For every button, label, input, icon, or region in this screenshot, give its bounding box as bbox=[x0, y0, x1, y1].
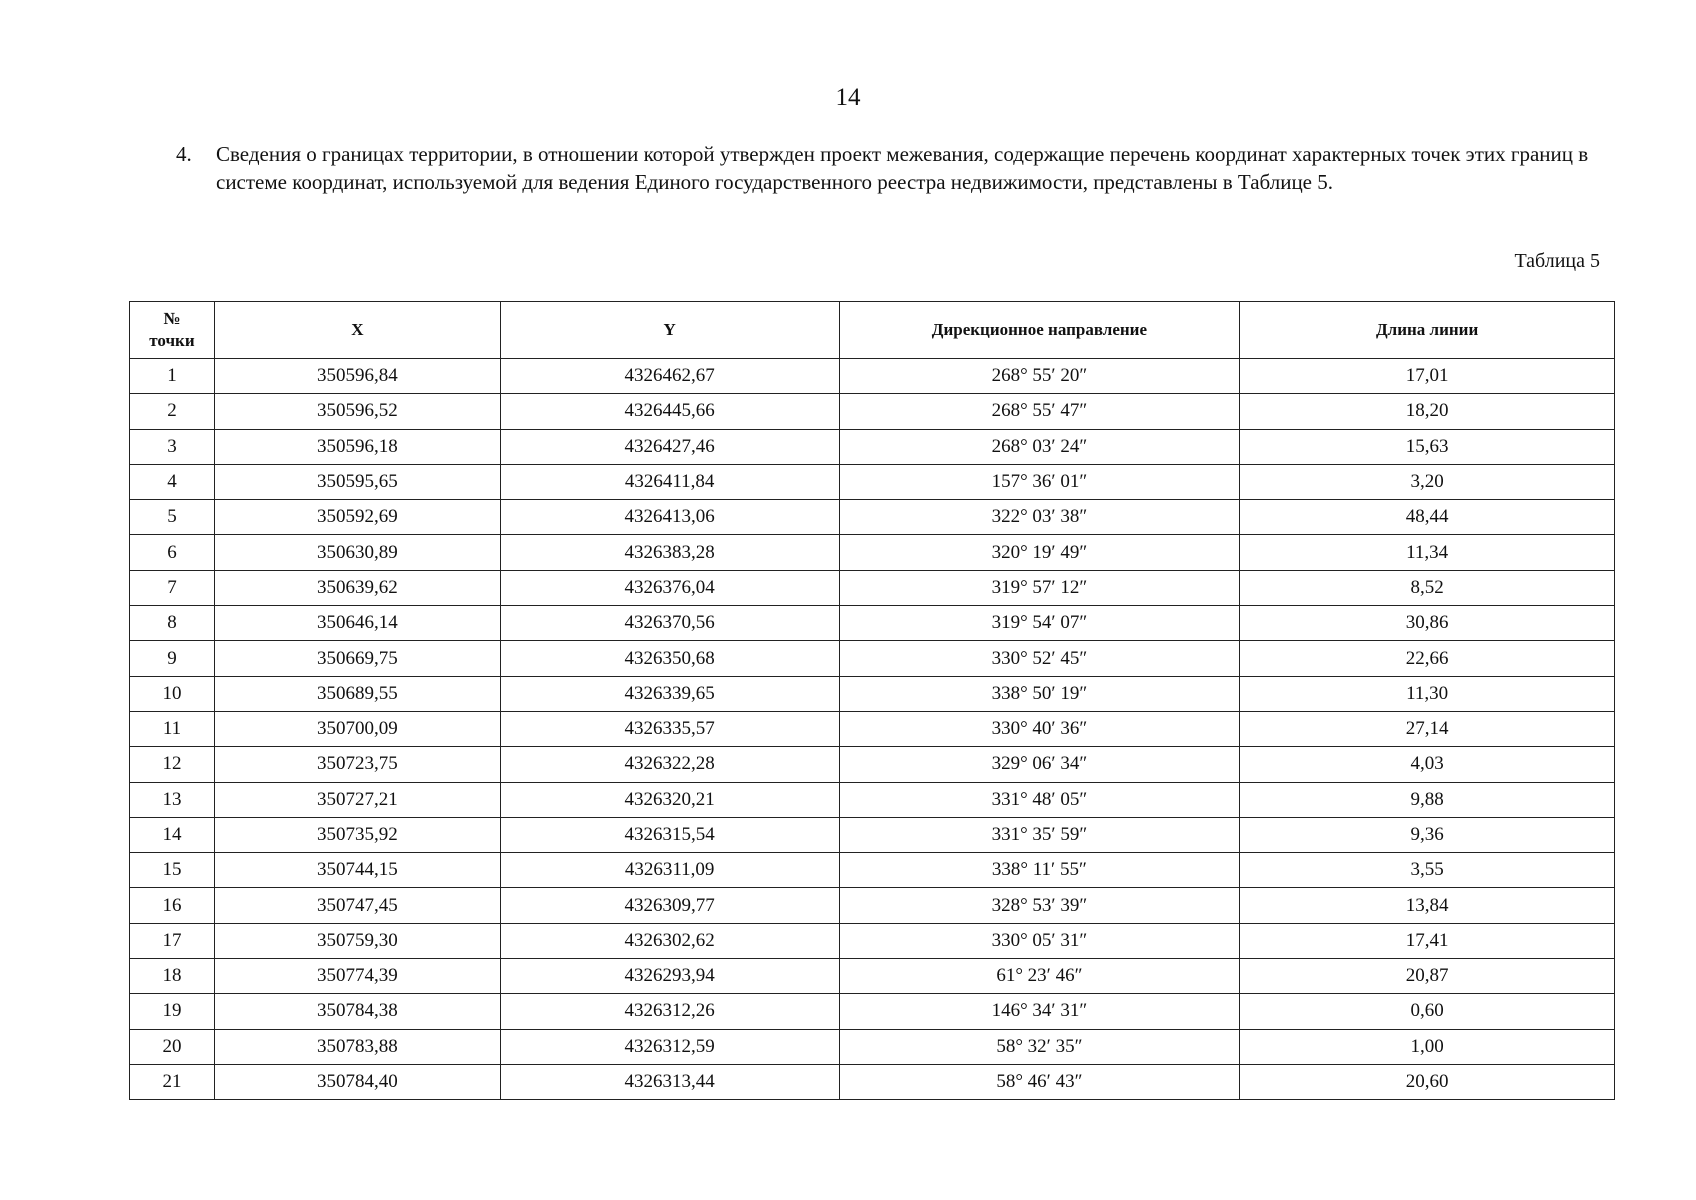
cell-y: 4326312,26 bbox=[500, 994, 839, 1029]
cell-point-number: 17 bbox=[130, 923, 215, 958]
cell-x: 350783,88 bbox=[214, 1029, 500, 1064]
header-point-number bbox=[130, 302, 215, 359]
cell-direction: 330° 05′ 31″ bbox=[839, 923, 1240, 958]
cell-x: 350689,55 bbox=[214, 676, 500, 711]
intro-text: Сведения о границах территории, в отношении которой утвержден проект межевания, содержащие перечень координат характерных точек этих границ в системе координат, используемой для ведения Единого государственного реестра недвижимости, представлены в Таблице 5. bbox=[216, 142, 1589, 194]
cell-direction: 157° 36′ 01″ bbox=[839, 464, 1240, 499]
cell-direction: 330° 52′ 45″ bbox=[839, 641, 1240, 676]
cell-length: 20,60 bbox=[1240, 1064, 1615, 1099]
cell-length: 8,52 bbox=[1240, 570, 1615, 605]
table-row bbox=[130, 535, 1615, 570]
table-row bbox=[130, 429, 1615, 464]
header-point-number-line2: точки bbox=[149, 331, 195, 350]
cell-y: 4326312,59 bbox=[500, 1029, 839, 1064]
cell-direction: 331° 35′ 59″ bbox=[839, 817, 1240, 852]
cell-y: 4326413,06 bbox=[500, 500, 839, 535]
cell-point-number: 18 bbox=[130, 959, 215, 994]
table-body bbox=[130, 359, 1615, 1100]
cell-x: 350669,75 bbox=[214, 641, 500, 676]
cell-y: 4326383,28 bbox=[500, 535, 839, 570]
cell-y: 4326411,84 bbox=[500, 464, 839, 499]
table-header-row bbox=[130, 302, 1615, 359]
cell-length: 15,63 bbox=[1240, 429, 1615, 464]
cell-point-number: 9 bbox=[130, 641, 215, 676]
cell-x: 350646,14 bbox=[214, 606, 500, 641]
cell-direction: 319° 57′ 12″ bbox=[839, 570, 1240, 605]
cell-length: 48,44 bbox=[1240, 500, 1615, 535]
cell-length: 30,86 bbox=[1240, 606, 1615, 641]
cell-point-number: 15 bbox=[130, 853, 215, 888]
cell-direction: 58° 46′ 43″ bbox=[839, 1064, 1240, 1099]
header-length: Длина линии bbox=[1240, 302, 1615, 359]
table-row bbox=[130, 959, 1615, 994]
cell-length: 18,20 bbox=[1240, 394, 1615, 429]
table-row bbox=[130, 500, 1615, 535]
cell-length: 0,60 bbox=[1240, 994, 1615, 1029]
table-row bbox=[130, 359, 1615, 394]
cell-point-number: 11 bbox=[130, 711, 215, 746]
cell-y: 4326350,68 bbox=[500, 641, 839, 676]
cell-x: 350759,30 bbox=[214, 923, 500, 958]
header-y: Y bbox=[500, 302, 839, 359]
cell-y: 4326302,62 bbox=[500, 923, 839, 958]
intro-paragraph bbox=[176, 140, 1616, 196]
cell-direction: 322° 03′ 38″ bbox=[839, 500, 1240, 535]
cell-x: 350630,89 bbox=[214, 535, 500, 570]
cell-point-number: 16 bbox=[130, 888, 215, 923]
cell-x: 350700,09 bbox=[214, 711, 500, 746]
cell-point-number: 10 bbox=[130, 676, 215, 711]
cell-point-number: 13 bbox=[130, 782, 215, 817]
cell-x: 350784,40 bbox=[214, 1064, 500, 1099]
table-row bbox=[130, 641, 1615, 676]
cell-x: 350596,52 bbox=[214, 394, 500, 429]
cell-x: 350723,75 bbox=[214, 747, 500, 782]
cell-x: 350727,21 bbox=[214, 782, 500, 817]
cell-point-number: 21 bbox=[130, 1064, 215, 1099]
cell-direction: 268° 03′ 24″ bbox=[839, 429, 1240, 464]
header-point-number-line1: № bbox=[163, 309, 181, 328]
table-row bbox=[130, 606, 1615, 641]
table-row bbox=[130, 1029, 1615, 1064]
cell-point-number: 5 bbox=[130, 500, 215, 535]
cell-x: 350596,18 bbox=[214, 429, 500, 464]
cell-x: 350592,69 bbox=[214, 500, 500, 535]
intro-item-number: 4. bbox=[176, 142, 192, 166]
cell-x: 350735,92 bbox=[214, 817, 500, 852]
cell-y: 4326293,94 bbox=[500, 959, 839, 994]
cell-direction: 330° 40′ 36″ bbox=[839, 711, 1240, 746]
cell-point-number: 3 bbox=[130, 429, 215, 464]
cell-x: 350595,65 bbox=[214, 464, 500, 499]
table-caption: Таблица 5 bbox=[1514, 250, 1600, 272]
cell-direction: 331° 48′ 05″ bbox=[839, 782, 1240, 817]
page-number: 14 bbox=[835, 84, 861, 111]
cell-point-number: 14 bbox=[130, 817, 215, 852]
cell-y: 4326370,56 bbox=[500, 606, 839, 641]
header-direction: Дирекционное направление bbox=[839, 302, 1240, 359]
cell-length: 22,66 bbox=[1240, 641, 1615, 676]
cell-length: 17,41 bbox=[1240, 923, 1615, 958]
cell-direction: 320° 19′ 49″ bbox=[839, 535, 1240, 570]
cell-point-number: 8 bbox=[130, 606, 215, 641]
cell-length: 9,36 bbox=[1240, 817, 1615, 852]
cell-point-number: 19 bbox=[130, 994, 215, 1029]
cell-point-number: 4 bbox=[130, 464, 215, 499]
cell-direction: 61° 23′ 46″ bbox=[839, 959, 1240, 994]
cell-length: 17,01 bbox=[1240, 359, 1615, 394]
cell-direction: 329° 06′ 34″ bbox=[839, 747, 1240, 782]
cell-y: 4326462,67 bbox=[500, 359, 839, 394]
cell-x: 350774,39 bbox=[214, 959, 500, 994]
table-row bbox=[130, 994, 1615, 1029]
coordinates-table bbox=[129, 301, 1615, 1100]
table-row bbox=[130, 676, 1615, 711]
cell-length: 11,30 bbox=[1240, 676, 1615, 711]
cell-y: 4326313,44 bbox=[500, 1064, 839, 1099]
table-row bbox=[130, 923, 1615, 958]
cell-length: 3,20 bbox=[1240, 464, 1615, 499]
cell-x: 350596,84 bbox=[214, 359, 500, 394]
cell-direction: 268° 55′ 20″ bbox=[839, 359, 1240, 394]
table-row bbox=[130, 817, 1615, 852]
cell-x: 350744,15 bbox=[214, 853, 500, 888]
table-row bbox=[130, 747, 1615, 782]
table-row bbox=[130, 711, 1615, 746]
cell-y: 4326311,09 bbox=[500, 853, 839, 888]
cell-point-number: 7 bbox=[130, 570, 215, 605]
cell-length: 3,55 bbox=[1240, 853, 1615, 888]
cell-y: 4326322,28 bbox=[500, 747, 839, 782]
header-x: X bbox=[214, 302, 500, 359]
cell-direction: 328° 53′ 39″ bbox=[839, 888, 1240, 923]
cell-direction: 338° 50′ 19″ bbox=[839, 676, 1240, 711]
cell-x: 350747,45 bbox=[214, 888, 500, 923]
cell-direction: 338° 11′ 55″ bbox=[839, 853, 1240, 888]
cell-point-number: 20 bbox=[130, 1029, 215, 1064]
cell-y: 4326427,46 bbox=[500, 429, 839, 464]
cell-y: 4326320,21 bbox=[500, 782, 839, 817]
cell-direction: 58° 32′ 35″ bbox=[839, 1029, 1240, 1064]
cell-length: 9,88 bbox=[1240, 782, 1615, 817]
cell-length: 1,00 bbox=[1240, 1029, 1615, 1064]
table-row bbox=[130, 394, 1615, 429]
cell-direction: 146° 34′ 31″ bbox=[839, 994, 1240, 1029]
table-row bbox=[130, 570, 1615, 605]
cell-y: 4326309,77 bbox=[500, 888, 839, 923]
cell-length: 4,03 bbox=[1240, 747, 1615, 782]
cell-length: 13,84 bbox=[1240, 888, 1615, 923]
table-row bbox=[130, 888, 1615, 923]
cell-y: 4326445,66 bbox=[500, 394, 839, 429]
table-row bbox=[130, 853, 1615, 888]
cell-length: 20,87 bbox=[1240, 959, 1615, 994]
table-row bbox=[130, 782, 1615, 817]
cell-point-number: 1 bbox=[130, 359, 215, 394]
cell-direction: 268° 55′ 47″ bbox=[839, 394, 1240, 429]
cell-x: 350784,38 bbox=[214, 994, 500, 1029]
table-row bbox=[130, 1064, 1615, 1099]
cell-length: 27,14 bbox=[1240, 711, 1615, 746]
cell-y: 4326335,57 bbox=[500, 711, 839, 746]
cell-point-number: 2 bbox=[130, 394, 215, 429]
cell-point-number: 6 bbox=[130, 535, 215, 570]
cell-length: 11,34 bbox=[1240, 535, 1615, 570]
cell-x: 350639,62 bbox=[214, 570, 500, 605]
cell-y: 4326315,54 bbox=[500, 817, 839, 852]
cell-y: 4326376,04 bbox=[500, 570, 839, 605]
cell-y: 4326339,65 bbox=[500, 676, 839, 711]
cell-direction: 319° 54′ 07″ bbox=[839, 606, 1240, 641]
table-row bbox=[130, 464, 1615, 499]
cell-point-number: 12 bbox=[130, 747, 215, 782]
